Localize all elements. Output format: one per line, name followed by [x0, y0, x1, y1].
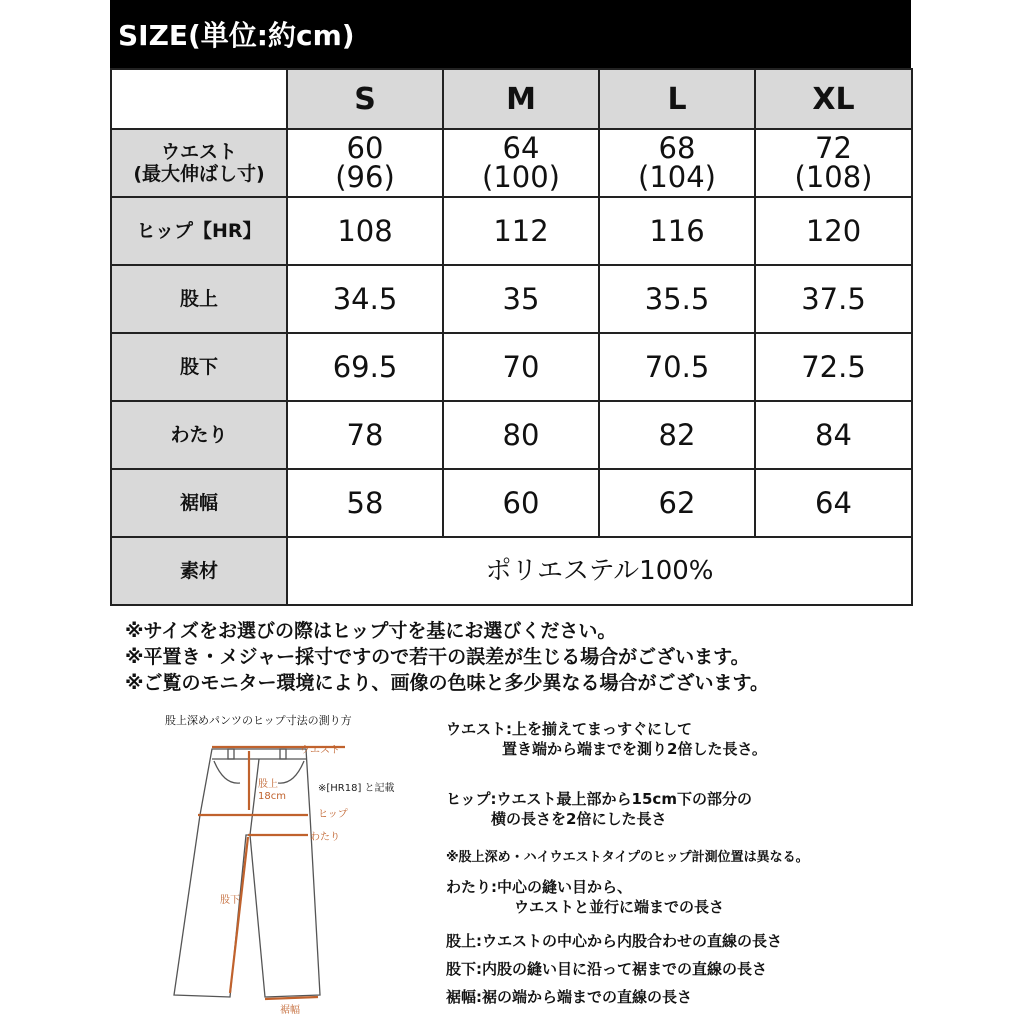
waist-l	[599, 129, 755, 197]
inseam-l: 70.5	[599, 333, 755, 401]
size-chart-title: SIZE(単位:約cm)	[118, 19, 355, 52]
row-label-rise: 股上	[111, 265, 287, 333]
explain-hip-2: 横の長さを2倍にした長さ	[491, 810, 667, 828]
table-row-waist	[111, 129, 912, 197]
explain-waist-2: 置き端から端までを測り2倍した長さ。	[502, 740, 767, 758]
diagram-label-waist: ウエスト	[300, 745, 340, 756]
rise-s: 34.5	[287, 265, 443, 333]
diagram-label-hem: 裾幅	[280, 1005, 300, 1016]
waist-s-value: 60	[346, 131, 384, 165]
explain-waist-1: ウエスト:上を揃えてまっすぐにして	[446, 720, 693, 738]
hem-s: 58	[287, 469, 443, 537]
notes-block	[125, 618, 769, 696]
size-m-header: M	[443, 69, 599, 129]
table-row-thigh	[111, 401, 912, 469]
thigh-xl: 84	[755, 401, 912, 469]
explain-hip-note: ※股上深め・ハイウエストタイプのヒップ計測位置は異なる。	[446, 850, 809, 865]
table-row-hip	[111, 197, 912, 265]
hem-xl: 64	[755, 469, 912, 537]
waist-m	[443, 129, 599, 197]
row-label-hem: 裾幅	[111, 469, 287, 537]
note-line: ※サイズをお選びの際はヒップ寸を基にお選びください。	[125, 620, 617, 642]
explain-inseam: 股下:内股の縫い目に沿って裾までの直線の長さ	[446, 960, 768, 978]
waist-s	[287, 129, 443, 197]
thigh-s: 78	[287, 401, 443, 469]
table-row-hem	[111, 469, 912, 537]
hem-l: 62	[599, 469, 755, 537]
inseam-xl: 72.5	[755, 333, 912, 401]
rise-m: 35	[443, 265, 599, 333]
pants-diagram	[150, 735, 410, 1020]
explain-hem: 裾幅:裾の端から端までの直線の長さ	[446, 988, 693, 1006]
note-line: ※ご覧のモニター環境により、画像の色味と多少異なる場合がございます。	[125, 672, 769, 694]
inseam-s: 69.5	[287, 333, 443, 401]
waist-m-value: 64	[502, 131, 540, 165]
material-value: ポリエステル100%	[287, 537, 912, 605]
rise-xl: 37.5	[755, 265, 912, 333]
waist-m-max: (100)	[482, 160, 560, 194]
waist-xl-max: (108)	[794, 160, 873, 194]
size-s-header: S	[287, 69, 443, 129]
hip-xl: 120	[755, 197, 912, 265]
thigh-l: 82	[599, 401, 755, 469]
size-header-row	[111, 69, 912, 129]
pants-outline	[174, 749, 320, 997]
diagram-title: 股上深めパンツのヒップ寸法の測り方	[165, 714, 352, 727]
hip-l: 116	[599, 197, 755, 265]
row-label-waist-line2: (最大伸ばし寸)	[133, 163, 265, 185]
diagram-label-thigh: わたり	[310, 832, 340, 843]
size-l-header: L	[599, 69, 755, 129]
note-line: ※平置き・メジャー採寸ですので若干の誤差が生じる場合がございます。	[125, 646, 750, 668]
inseam-m: 70	[443, 333, 599, 401]
table-row-material	[111, 537, 912, 605]
explain-thigh-2: ウエストと並行に端までの長さ	[514, 898, 725, 916]
explain-hip-1: ヒップ:ウエスト最上部から15cm下の部分の	[446, 790, 752, 808]
explain-thigh-1: わたり:中心の縫い目から、	[446, 878, 632, 896]
diagram-hr-note: ※[HR18] と記載	[318, 783, 395, 794]
hip-s: 108	[287, 197, 443, 265]
hip-m: 112	[443, 197, 599, 265]
table-row-inseam	[111, 333, 912, 401]
diagram-label-rise: 股上	[258, 779, 278, 790]
waist-s-max: (96)	[335, 160, 395, 194]
diagram-label-hip: ヒップ	[318, 809, 348, 820]
corner-cell	[111, 69, 287, 129]
diagram-label-inseam: 股下	[220, 895, 240, 906]
row-label-waist	[111, 129, 287, 197]
size-table	[110, 68, 913, 606]
row-label-inseam: 股下	[111, 333, 287, 401]
thigh-m: 80	[443, 401, 599, 469]
row-label-thigh: わたり	[111, 401, 287, 469]
waist-l-max: (104)	[638, 160, 716, 194]
rise-l: 35.5	[599, 265, 755, 333]
row-label-waist-line1: ウエスト	[160, 141, 237, 163]
waist-xl	[755, 129, 912, 197]
row-label-hip: ヒップ【HR】	[111, 197, 287, 265]
row-label-material: 素材	[111, 537, 287, 605]
size-xl-header: XL	[755, 69, 912, 129]
waist-xl-value: 72	[815, 131, 852, 165]
table-row-rise	[111, 265, 912, 333]
diagram-label-rise-len: 18cm	[258, 791, 286, 802]
header-bar	[110, 0, 911, 68]
hem-m: 60	[443, 469, 599, 537]
inseam-line	[230, 837, 248, 993]
explain-rise: 股上:ウエストの中心から内股合わせの直線の長さ	[446, 932, 783, 950]
waist-l-value: 68	[658, 131, 696, 165]
